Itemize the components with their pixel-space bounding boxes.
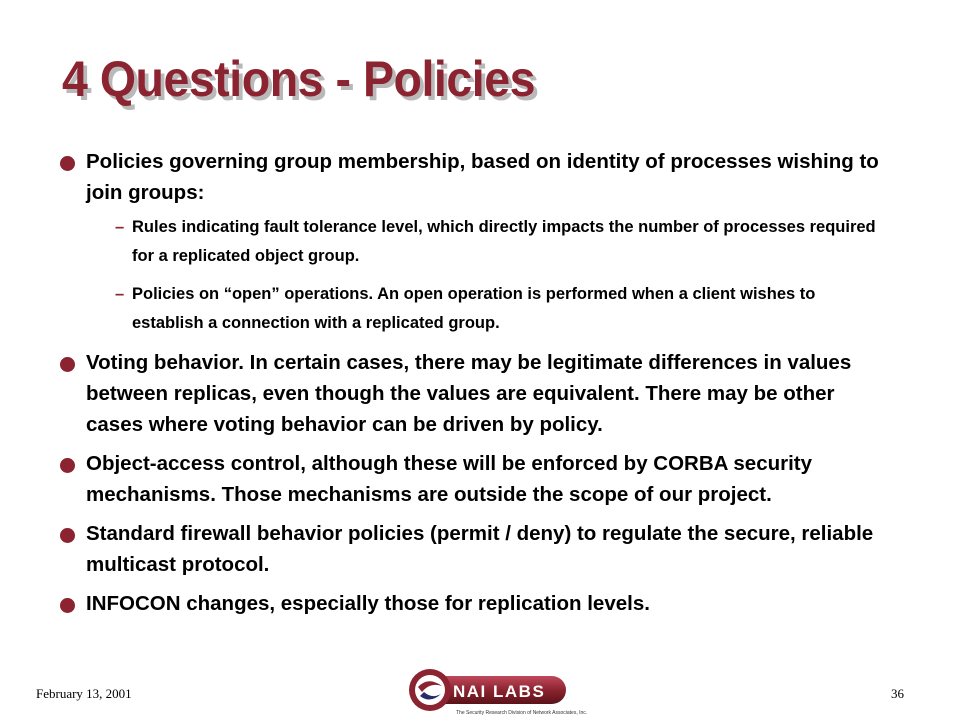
bullet-item [60, 347, 890, 440]
bullet-dot-icon [60, 156, 75, 171]
bullet-text: Standard firewall behavior policies (permit / deny) to regulate the secure, reliable multicast protocol. [86, 522, 874, 576]
bullet-dot-icon [60, 357, 75, 372]
sub-bullet-item [86, 280, 890, 338]
page-number: 36 [891, 686, 904, 701]
bullet-text: INFOCON changes, especially those for replication levels. [86, 592, 650, 615]
bullet-list [60, 146, 890, 627]
logo-tagline: The Security Research Division of Network Associates, Inc. [456, 710, 588, 716]
bullet-text: Policies governing group membership, based on identity of processes wishing to join groups: [86, 150, 879, 204]
logo-wordmark: NAI LABS [453, 682, 546, 701]
bullet-text: Object-access control, although these will be enforced by CORBA security mechanisms. Those mechanisms are outside the scope of our project. [86, 452, 813, 506]
nai-labs-logo [408, 666, 588, 720]
bullet-dot-icon [60, 598, 75, 613]
bullet-dot-icon [60, 528, 75, 543]
bullet-dot-icon [60, 458, 75, 473]
slide-title: 4 Questions - Policies [62, 51, 536, 107]
sub-bullet-text: Rules indicating fault tolerance level, which directly impacts the number of processes required for a replicated object group. [132, 218, 876, 265]
sub-bullet-item [86, 213, 890, 271]
footer-date: February 13, 2001 [36, 686, 132, 701]
bullet-item [60, 518, 890, 580]
bullet-text: Voting behavior. In certain cases, there may be legitimate differences in values between replicas, even though the values are equivalent. There may be other cases where voting behavior can be driven by policy. [86, 351, 852, 436]
bullet-item [60, 146, 890, 338]
sub-bullet-list [86, 213, 890, 338]
sub-bullet-text: Policies on “open” operations. An open operation is performed when a client wishes to establish a connection with a replicated group. [132, 285, 816, 332]
bullet-item [60, 448, 890, 510]
dash-icon: – [115, 285, 125, 303]
dash-icon: – [115, 218, 125, 236]
bullet-item [60, 588, 890, 619]
